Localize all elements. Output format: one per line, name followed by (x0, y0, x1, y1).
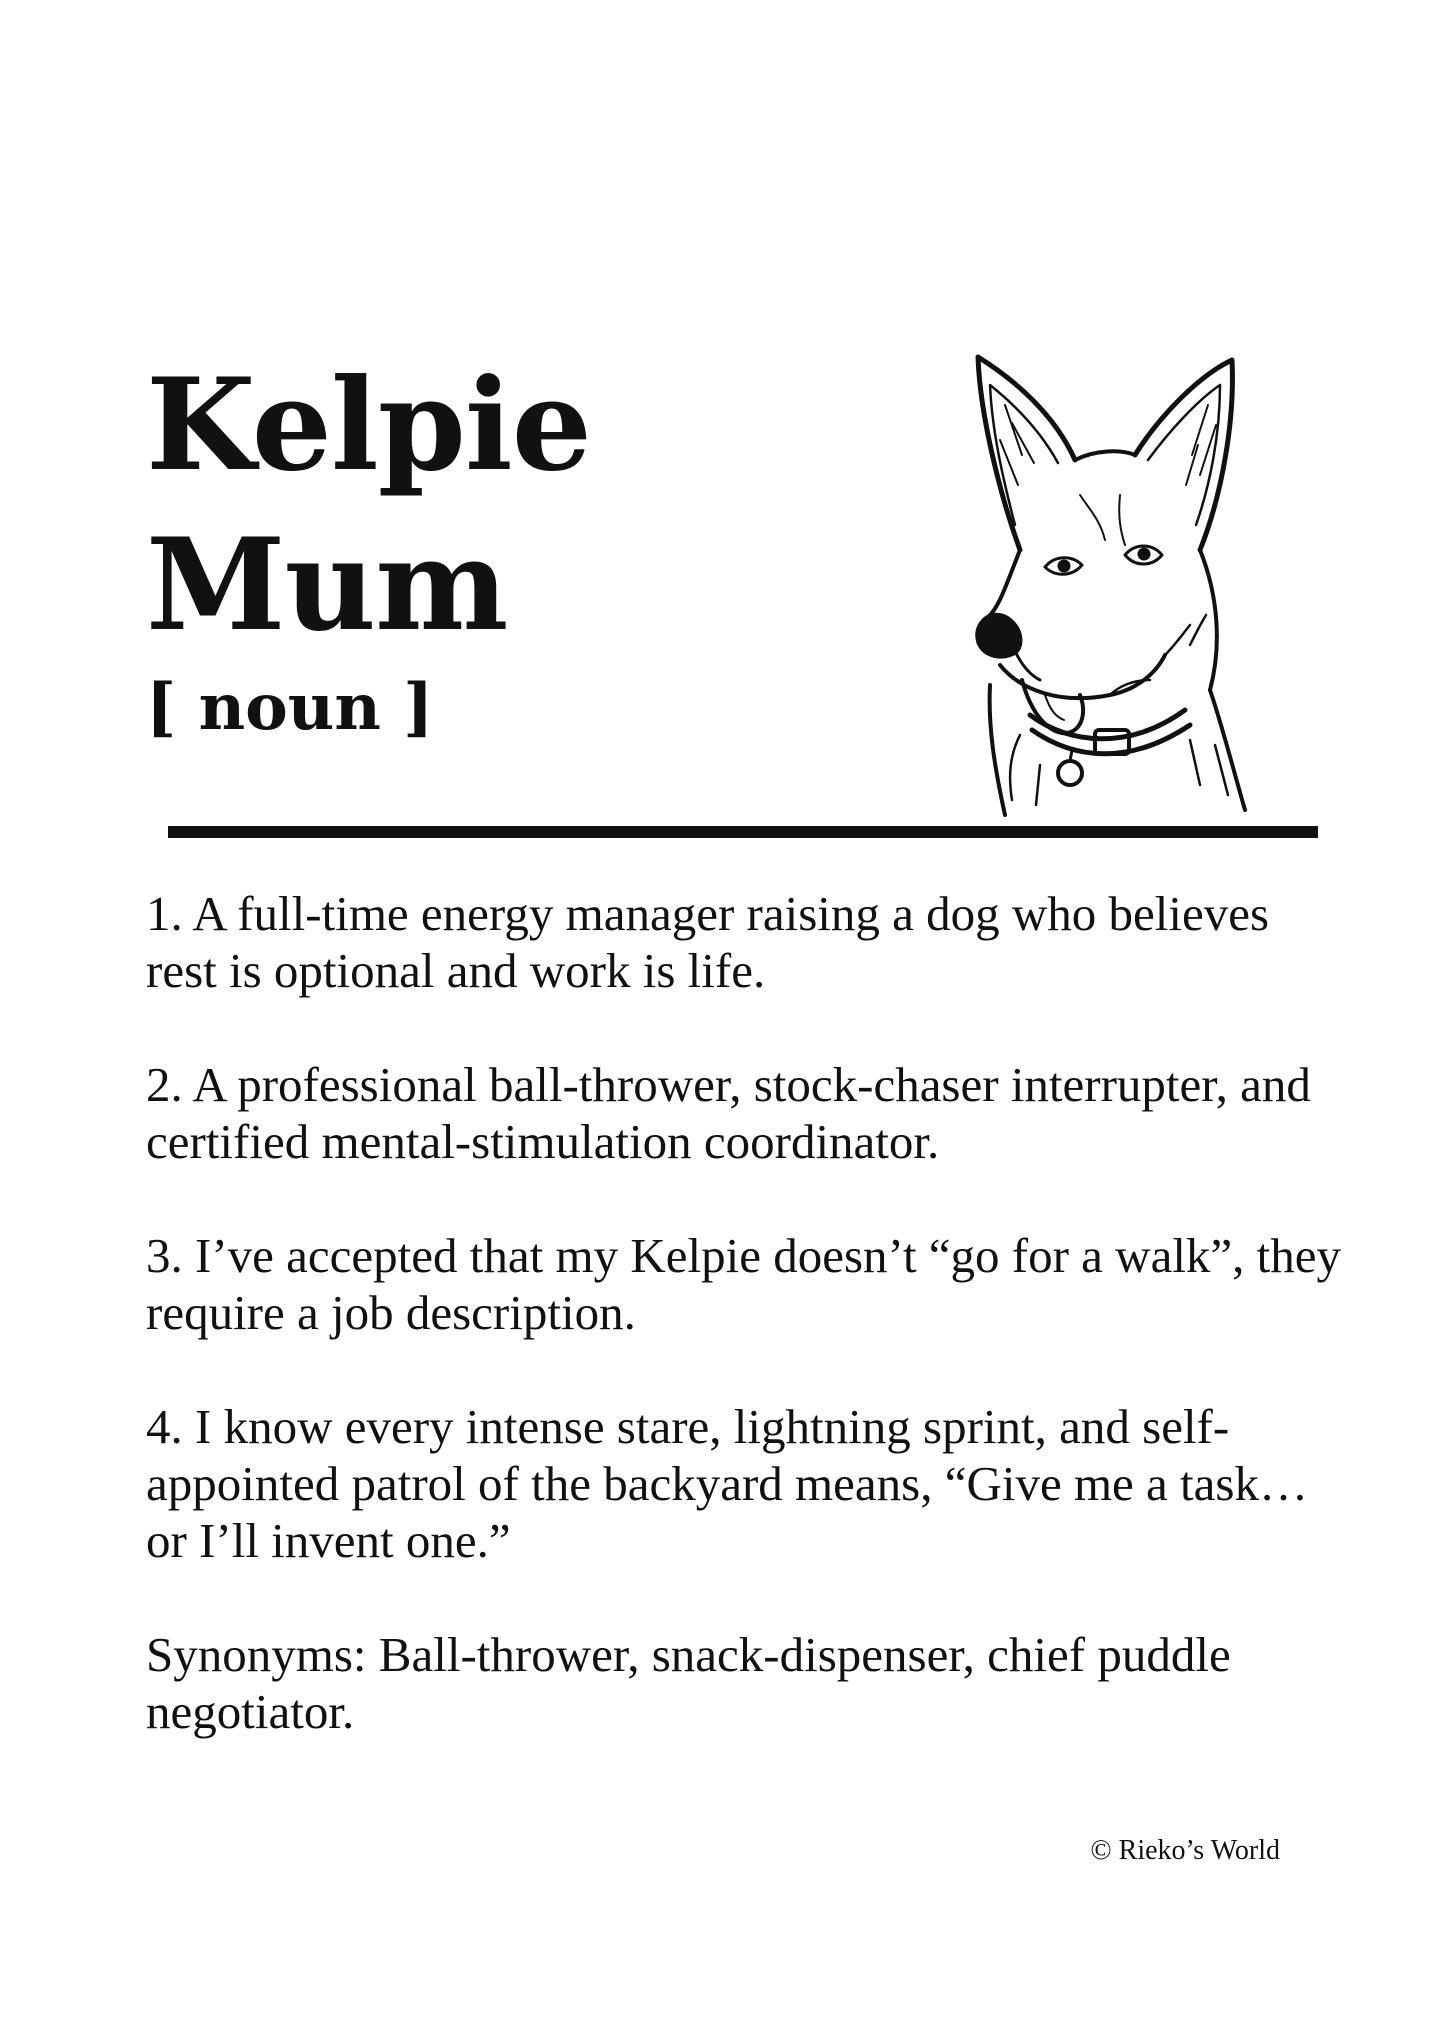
title-line-2: Mum (146, 511, 508, 659)
definition-3: 3. I’ve accepted that my Kelpie doesn’t “go for a walk”, they require a job description. (146, 1228, 1342, 1340)
page-title (146, 345, 591, 665)
kelpie-dog-icon (960, 345, 1260, 825)
definition-1: 1. A full-time energy manager raising a dog who believes rest is optional and work is life. (146, 886, 1270, 998)
part-of-speech: [ noun ] (146, 670, 434, 745)
definitions-list (146, 885, 1346, 1797)
synonyms: Synonyms: Ball-thrower, snack-dispenser, chief puddle negotiator. (146, 1627, 1231, 1739)
copyright-notice: © Rieko’s World (1090, 1835, 1280, 1866)
definition-4: 4. I know every intense stare, lightning sprint, and self-appointed patrol of the backyard means, “Give me a task… or I’ll invent one.” (146, 1399, 1308, 1568)
title-line-1: Kelpie (146, 351, 591, 499)
definition-2: 2. A professional ball-thrower, stock-chaser interrupter, and certified mental-stimulation coordinator. (146, 1057, 1311, 1169)
divider-line (168, 826, 1318, 838)
